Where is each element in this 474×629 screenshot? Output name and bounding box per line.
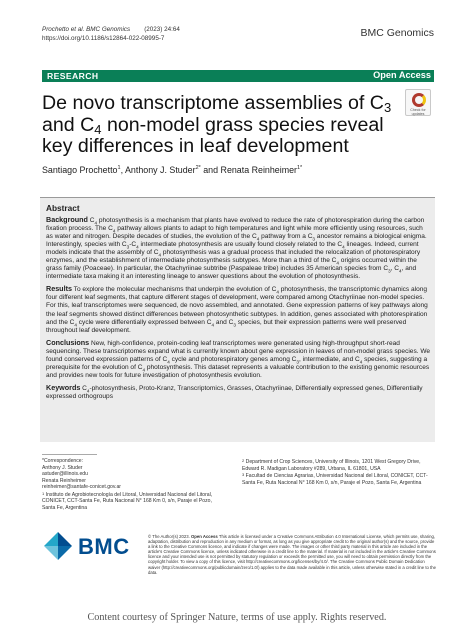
text-run: intermediate photosynthesis are usually found closely related to the C [138,241,343,249]
subscript-digit: 4 [74,321,77,327]
check-for-updates-label: Check for updates [410,108,426,116]
crossmark-icon [412,93,426,107]
text-run: photosynthesis, the transcriptomic dynamics along four different leaf segments, that capture different stages of development, were compared among Otachyriinae non-model species. For this, leaf transcriptomes were sequenced, de novo assembled, and annotated. Gene expression patterns of key pathways along the leaf segments showed distinct differences between photosynthetic subtypes. In addition, genes associated with photorespiration and the C [46,286,428,326]
article-title [42,93,402,158]
email-link[interactable]: reinheimer@santafe-conicet.gov.ar [42,484,121,490]
email-link[interactable]: astuder@illinois.edu [42,471,88,477]
abstract-keywords [46,384,431,401]
running-header [42,26,180,43]
affiliations-footnote [242,458,432,486]
section-label: Results [46,284,72,294]
subscript-digit: 4 [142,367,146,373]
title-subscript: 3 [383,100,392,115]
text-run: To explore the molecular mechanisms that underpin the evolution of C [71,286,277,294]
text-run: species, but their expression patterns were well preserved throughout leaf development. [46,318,407,334]
subscript-digit: 4 [342,244,345,250]
affiliation-mark: 2* [195,165,201,172]
bmc-logo-text: BMC [78,534,130,559]
subscript-digit: 4 [167,359,170,365]
subscript-digit: 3 [233,321,236,327]
affiliation-line [42,491,222,512]
research-label: RESEARCH [47,71,99,81]
text-run: species, suggesting a prerequisite for the evolution of C [46,355,428,371]
abstract-results [46,285,431,334]
affiliation-line [242,472,432,486]
title-text: and C [42,113,95,136]
section-text [46,217,427,280]
text-run: , C [390,265,399,273]
subscript-digit: 4 [359,359,363,365]
author-name[interactable]: Renata Reinheimer [220,165,297,175]
citation-line [42,26,180,35]
footnote-line: Renata Reinheimer [42,477,86,484]
affiliation-mark: 2 [242,458,245,463]
journal-citation: Prochetto et al. BMC Genomics [42,26,131,33]
license-text: This article is licensed under a Creative Commons Attribution 4.0 International License, which permits use, sharing, adaptation, distribution and reproduction in any medium or format, as long as you give appropriate credit to the original author(s) and the source, provide a link to the Creative Commons licence, and indicate if changes were made. The images or other third party material in this article are included in the article's Creative Commons licence, unless indicated otherwise in a credit line to the material. If material is not included in the article's Creative Commons licence and your intended use is not permitted by statutory regulation or exceeds the permitted use, you will need to obtain permission directly from the copyright holder. To view a copy of this licence, visit http://creativecommons.org/licenses/by/4.0/. The Creative Commons Public Domain Dedication waiver (http://creativecommons.org/publicdomain/zero/1.0/) applies to the data made available in this article, unless otherwise stated in a credit line to the data. [148,534,436,575]
affiliation-text: Facultad de Ciencias Agrarias, Universidad Nacional del Litoral, CONICET, CCT-Santa Fe, Ruta Nacional N° 168 Km 0, s/n, Paraje el Pozo, Santa Fe, Argentina [242,473,428,486]
text-run: , and intermediate taxa making it an interesting lineage to answer questions about the evolution of photosynthesis. [46,265,417,281]
affiliation-text: Instituto de Agrobiotecnología del Litoral, Universidad Nacional del Litoral, CONICET, CCT-Santa Fe, Ruta Nacional N° 168 Km 0, s/n, Paraje el Pozo, Santa Fe, Argentina [42,491,213,511]
subscript-digit: 4 [136,244,139,250]
affiliation-line [242,458,432,472]
abstract-background [46,216,431,281]
text-run: and C [214,318,234,326]
abstract-box [40,197,435,442]
text-run: New, high-confidence, protein-coding leaf transcriptomes were generated using high-throughput short-read sequencing. These transcriptomes expand what is currently known about gene expression in leaves of non-model grass species. We found conserved expression patterns of C [46,339,431,363]
correspondence-footnote [42,458,222,511]
subscript-digit: 4 [94,220,98,226]
article-type-banner [42,70,434,82]
abstract-conclusions [46,339,431,380]
subscript-digit: 3 [296,359,299,365]
text-run: -photosynthesis, Proto-Kranz, Transcriptomics, Grasses, Otachyriinae, Differentially expressed genes, Differentially expressed orthogroups [46,384,423,400]
author-separator: and [200,165,221,175]
section-text [46,337,431,379]
section-label: Background [46,215,88,224]
section-label: Keywords [46,382,81,392]
text-run: C [87,217,95,224]
author-list [42,165,302,175]
subscript-digit: 4 [211,321,215,327]
subscript-digit: 3 [388,268,391,274]
subscript-digit: 3 [126,244,130,250]
abstract-body [46,216,431,405]
section-text [46,382,423,400]
year-issue: (2023) 24:64 [144,26,180,33]
text-run: cycle were differentially expressed between C [76,318,212,326]
author-separator: , [120,165,126,175]
text-run: C [80,384,87,392]
title-text: De novo transcriptome assemblies of C [42,92,384,114]
courtesy-footer: Content courtesy of Springer Nature, terms of use apply. Rights reserved. [87,612,387,623]
footnote-line: Anthony J. Studer [42,464,83,471]
bmc-logo[interactable] [42,530,132,563]
author-name[interactable]: Santiago Prochetto [42,165,118,175]
title-subscript: 4 [94,121,102,137]
affiliation-mark: 1 [117,165,121,172]
text-run: photosynthesis. This dataset represents a valuable contribution to the existing genomic resources and provides new tools for future investigation of photosynthesis evolution. [46,363,430,379]
text-run: -C [129,241,137,249]
footnote-line: *Correspondence: [42,458,84,464]
affiliation-mark: 1* [297,165,303,172]
subscript-digit: 4 [399,268,402,274]
subscript-digit: 3 [312,236,315,242]
open-access-label: Open Access [373,70,431,80]
subscript-digit: 4 [112,228,116,234]
journal-name: BMC Genomics [360,27,434,39]
doi-link[interactable]: https://doi.org/10.1186/s12864-022-08995-7 [42,34,165,42]
affiliation-mark: 3 [242,472,245,477]
subscript-digit: 4 [276,289,279,295]
subscript-digit: 4 [86,388,90,394]
text-run: pathway allows plants to adapt to high temperatures and light while more efficiently using resources, such as water and nitrogen. Despite decades of studies, the evolution of the C [46,225,423,241]
bmc-logo-icon [42,530,74,562]
license-lead: © The Author(s) 2023. [148,534,191,539]
text-run: , intermediate, and C [298,355,360,363]
license-statement [148,534,436,575]
text-run: lineages. Indeed, current models indicate that the assembly of C [46,241,419,257]
license-open-access: Open Access [190,534,218,539]
section-text [46,286,428,333]
subscript-digit: 4 [336,260,339,266]
text-run: ancestor remains a biological enigma. Interestingly, species with C [46,233,427,249]
author-name[interactable]: Anthony J. Studer [125,165,196,175]
affiliation-text: Department of Crop Sciences, University of Illinois, 1201 West Gregory Drive, Edward R. Madigan Laboratory #289, Urbana, IL 61801, USA [242,459,421,472]
text-run: photosynthesis is a mechanism that plants have evolved to reduce the rate of photorespiration during the carbon fixation process. The C [46,217,425,233]
title-text: non-model grass species reveal key differences in leaf development [42,113,384,157]
abstract-heading: Abstract [46,203,80,213]
subscript-digit: 4 [256,236,260,242]
subscript-digit: 4 [158,252,162,258]
text-run: pathway from a C [259,233,313,241]
check-for-updates-button[interactable] [405,89,431,116]
text-run: photosynthesis was a gradual process that included the relocalization of photorespiratory enzymes, and the establishment of intermediate photosynthesis subtypes. More than a third of the C [46,249,421,265]
section-label: Conclusions [46,337,90,347]
affiliation-mark: 1 [42,490,45,496]
text-run: origins occurred within the grass family (Poaceae). In particular, the Otachyriinae subtribe (Paspaleae tribe) includes 35 American species from C [46,257,417,273]
text-run: cycle and photorespiratory genes among C [169,355,297,363]
footnote-divider [42,454,97,455]
